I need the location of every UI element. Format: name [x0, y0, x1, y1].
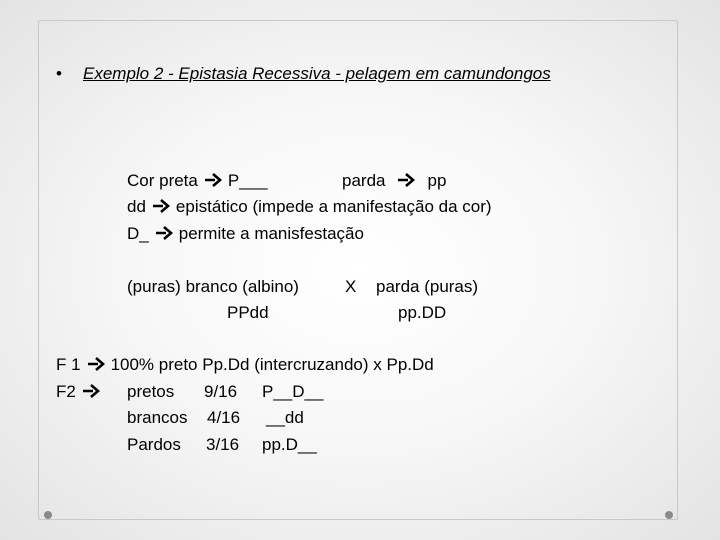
f2-row-phenotype: Pardos [127, 435, 181, 454]
f2-row-genotype: P__D__ [262, 382, 324, 401]
f2-row-phenotype: pretos [127, 382, 175, 401]
rule-1b-label: parda [342, 171, 386, 190]
arrow-right-icon [155, 226, 173, 240]
f1-line [56, 355, 434, 375]
f2-row-ratio: 3/16 [206, 435, 240, 454]
arrow-right-icon [87, 357, 105, 371]
rule-line-1 [127, 171, 268, 191]
f2-row-ratio: 9/16 [204, 382, 238, 401]
f2-row-phenotype: brancos [127, 408, 188, 427]
rule-1-genotype: P___ [227, 171, 268, 190]
arrow-right-icon [204, 173, 222, 187]
cross-right-genotype: pp.DD [398, 303, 447, 322]
arrow-right-icon [397, 173, 415, 187]
rule-3-text: permite a manisfestação [178, 224, 364, 243]
title-text: Exemplo 2 - Epistasia Recessiva - pelagem em camundongos [83, 64, 551, 83]
rule-line-2 [127, 197, 492, 217]
f2-row-genotype: __dd [266, 408, 304, 427]
corner-dot-left [44, 511, 52, 519]
cross-right-phenotype: parda (puras) [376, 277, 479, 296]
rule-3-label: D_ [127, 224, 149, 243]
f2-row-ratio: 4/16 [207, 408, 241, 427]
arrow-right-icon [82, 384, 100, 398]
corner-dot-right [665, 511, 673, 519]
rule-1b-genotype: pp [427, 171, 447, 190]
f2-label: F2 [56, 382, 76, 401]
rule-1-label: Cor preta [127, 171, 198, 190]
rule-2-label: dd [127, 197, 146, 216]
rule-line-3 [127, 224, 364, 244]
cross-left-phenotype: (puras) branco (albino) [127, 277, 299, 296]
cross-symbol: X [345, 277, 357, 296]
f1-text: 100% preto Pp.Dd (intercruzando) x Pp.Dd [110, 355, 434, 374]
f2-row-genotype: pp.D__ [262, 435, 317, 454]
bullet-point: • [56, 64, 62, 83]
rule-2-text: epistático (impede a manifestação da cor) [175, 197, 492, 216]
f2-line [56, 382, 106, 402]
arrow-right-icon [152, 199, 170, 213]
rule-line-1b [342, 171, 446, 191]
f1-label: F 1 [56, 355, 81, 374]
cross-left-genotype: PPdd [227, 303, 269, 322]
